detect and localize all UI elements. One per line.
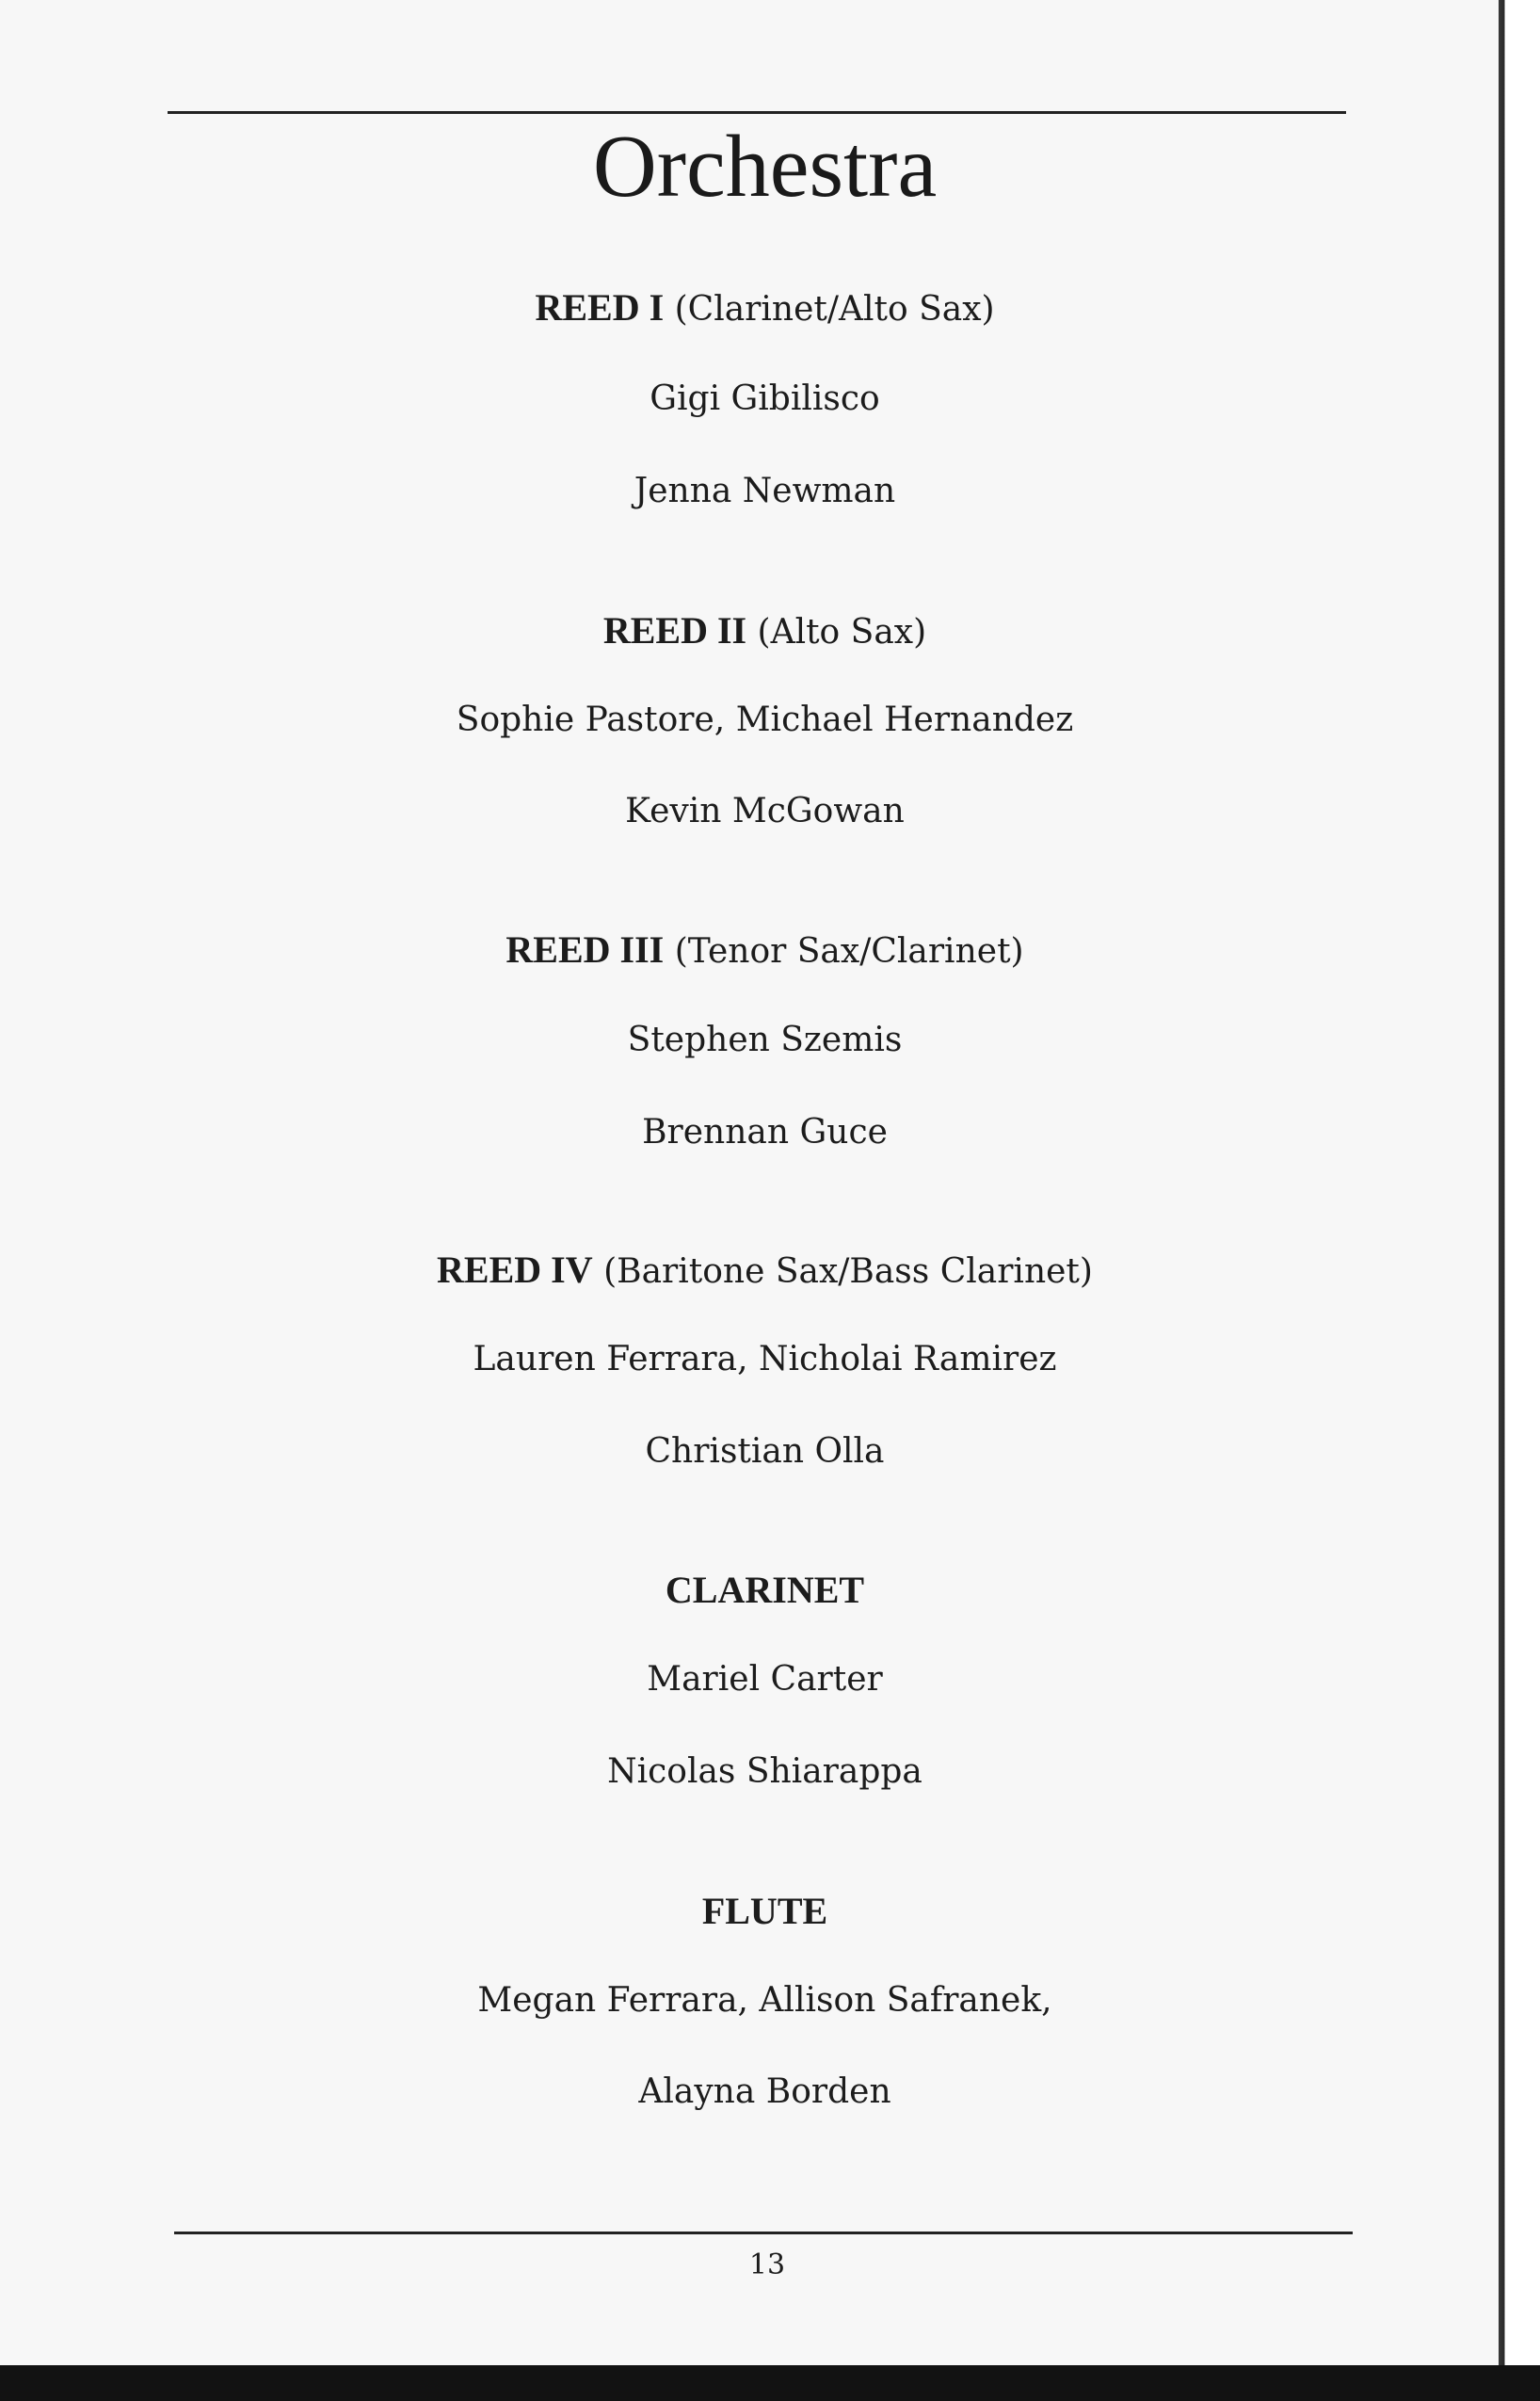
section-heading-label: REED IV — [437, 1249, 593, 1291]
section-heading-flute — [0, 1889, 1530, 1936]
member-line: Megan Ferrara, Allison Safranek, — [477, 1981, 1052, 2020]
scan-edge-right — [1499, 0, 1540, 2401]
member-line: Alayna Borden — [638, 2072, 891, 2111]
scan-edge-bottom — [0, 2365, 1540, 2401]
section-heading-reed-4 — [0, 1248, 1530, 1295]
member-line: Brennan Guce — [642, 1113, 888, 1152]
section-heading-reed-1 — [0, 285, 1530, 332]
section-heading-detail: (Alto Sax) — [746, 613, 927, 652]
page-number: 13 — [748, 2248, 786, 2281]
member-line: Sophie Pastore, Michael Hernandez — [456, 701, 1074, 739]
section-heading-label: REED I — [535, 286, 665, 329]
section-heading-label: FLUTE — [701, 1890, 828, 1932]
top-rule — [168, 111, 1346, 114]
section-heading-label: REED II — [602, 609, 747, 652]
section-heading-label: REED III — [505, 928, 665, 971]
member-line: Christian Olla — [645, 1432, 885, 1471]
member-line: Mariel Carter — [647, 1660, 883, 1699]
member-line: Gigi Gibilisco — [650, 379, 880, 418]
section-heading-detail: (Tenor Sax/Clarinet) — [664, 932, 1024, 971]
section-heading-label: CLARINET — [665, 1569, 865, 1611]
member-line: Kevin McGowan — [625, 792, 905, 830]
section-heading-clarinet — [0, 1568, 1530, 1615]
page-title: Orchestra — [592, 118, 938, 216]
section-heading-detail: (Baritone Sax/Bass Clarinet) — [592, 1252, 1093, 1291]
member-line: Stephen Szemis — [627, 1021, 903, 1059]
member-line: Lauren Ferrara, Nicholai Ramirez — [473, 1340, 1057, 1378]
section-heading-reed-3 — [0, 927, 1530, 975]
member-line: Jenna Newman — [634, 472, 896, 510]
section-heading-detail: (Clarinet/Alto Sax) — [664, 290, 995, 329]
member-line: Nicolas Shiarappa — [607, 1752, 922, 1791]
bottom-rule — [174, 2232, 1353, 2234]
section-heading-reed-2 — [0, 608, 1530, 655]
